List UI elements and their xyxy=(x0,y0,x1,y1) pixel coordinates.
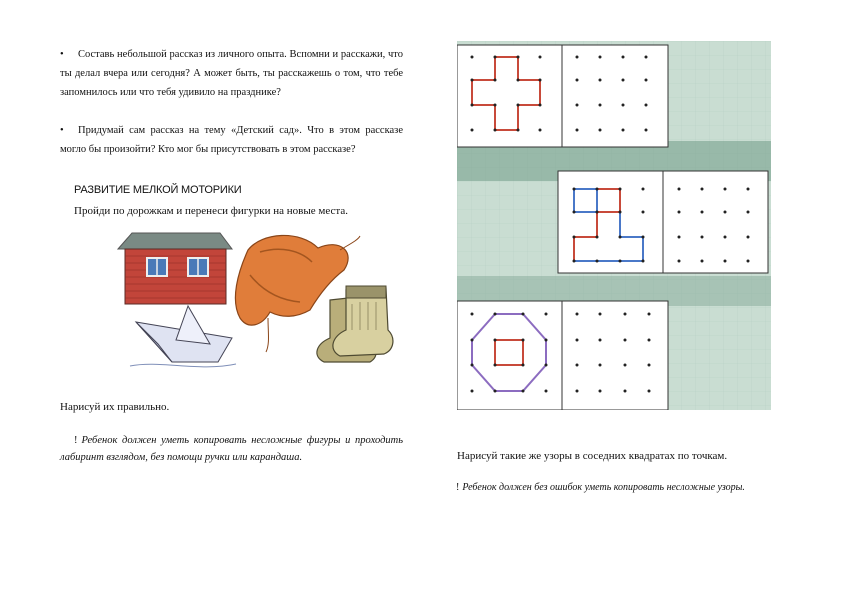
paragraph-personal-story: • Составь небольшой рассказ из личного опыта. Вспомни и расскажи, что ты делал вчера или сегодня? А может быть, ты расскажешь о том, что тебе запомнилось или что тебя удивило на празднике? xyxy=(60,45,403,102)
pattern-row-octagon xyxy=(457,301,668,410)
pattern-copy-panel xyxy=(457,41,771,410)
house-picture xyxy=(118,233,232,304)
paragraph-kindergarten-story: • Придумай сам рассказ на тему «Детский сад». Что в этом рассказе могло бы произойти? Кто мог бы присутствовать в этом рассказе? xyxy=(60,121,403,159)
bullet: • xyxy=(60,125,64,136)
paper-boat-picture xyxy=(130,306,236,367)
parent-note-left: ! Ребенок должен уметь копировать несложные фигуры и проходить лабиринт взглядом, без помощи ручки или карандаша. xyxy=(60,435,403,463)
instruction-copy-patterns: Нарисуй такие же узоры в соседних квадратах по точкам. xyxy=(457,450,728,462)
wool-socks-picture xyxy=(317,286,393,362)
note-mark: ! xyxy=(456,482,460,493)
pattern-row-cross xyxy=(457,45,668,147)
parent-note-right: ! Ребенок должен без ошибок уметь копировать несложные узоры. xyxy=(456,482,745,493)
pattern-row-staircase xyxy=(558,171,768,273)
note-mark: ! xyxy=(74,435,78,446)
section-heading: РАЗВИТИЕ МЕЛКОЙ МОТОРИКИ xyxy=(74,184,242,196)
instruction-paths: Пройди по дорожкам и перенеси фигурки на новые места. xyxy=(74,205,348,217)
draw-correctly-text: Нарисуй их правильно. xyxy=(60,401,170,413)
bullet: • xyxy=(60,49,64,60)
